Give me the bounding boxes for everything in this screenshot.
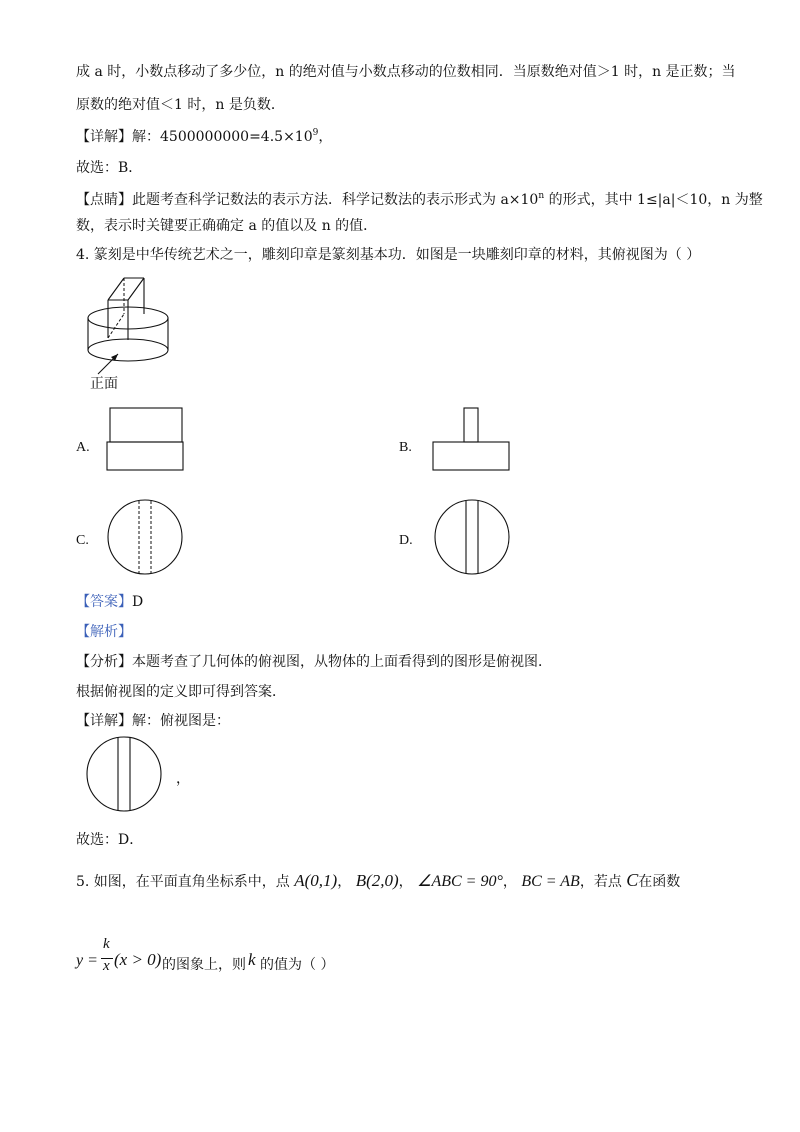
fn-numerator: k — [103, 936, 110, 952]
analysis-line — [76, 652, 552, 672]
stamp-figure — [80, 270, 180, 365]
exponent: 9 — [312, 128, 319, 138]
option-c-figure[interactable] — [105, 499, 185, 577]
fn-text: 的图象上，则 — [162, 957, 246, 973]
option-c-label[interactable]: C. — [76, 533, 89, 548]
fn-domain: (x > 0) — [114, 950, 162, 969]
fn-k: k — [248, 950, 256, 969]
answer-tag: 【答案】 — [76, 594, 132, 610]
option-d-figure[interactable] — [432, 499, 512, 577]
answer-choice-line: 故选：B． — [76, 160, 143, 176]
point-a: A(0,1) — [294, 871, 338, 890]
solution-tag: 【详解】 — [76, 713, 132, 729]
answer-line — [76, 592, 143, 612]
detail-body: 解：4500000000=4.5×10 — [132, 129, 313, 145]
option-a-label[interactable]: A. — [76, 440, 90, 455]
q5-end: 在函数 — [638, 874, 681, 890]
sep-2: ， — [398, 874, 413, 890]
comment-line — [76, 190, 763, 210]
figure-comma: ， — [176, 771, 190, 787]
front-label: 正面 — [90, 376, 118, 392]
sep-3: ， — [502, 874, 517, 890]
solution-line — [76, 711, 230, 731]
comment-tag: 【点睛】 — [76, 192, 132, 208]
option-a-figure[interactable] — [106, 406, 186, 472]
detail-comma: ， — [318, 129, 333, 145]
conclusion-line: 故选：D． — [76, 832, 144, 848]
solution-body: 解：俯视图是： — [132, 713, 230, 729]
text-line-2: 原数的绝对值＜1 时，n 是负数． — [76, 97, 285, 113]
point-c: C — [626, 870, 639, 890]
comment-body: 此题考查科学记数法的表示方法．科学记数法的表示形式为 a×10 — [132, 192, 539, 208]
option-d-label[interactable]: D. — [399, 533, 413, 548]
answer-value: D — [132, 594, 144, 610]
analysis-tag: 【解析】 — [76, 624, 132, 640]
analysis-body: 本题考查了几何体的俯视图，从物体的上面看得到的图形是俯视图． — [132, 654, 552, 670]
question-5 — [76, 870, 680, 892]
angle-condition: ∠ABC = 90° — [417, 873, 503, 890]
fn-denominator: x — [103, 958, 110, 974]
text-line-1: 成 a 时，小数点移动了多少位，n 的绝对值与小数点移动的位数相同．当原数绝对值＞1 时，n 是正数；当 — [76, 64, 736, 80]
equal-sides: BC = AB — [521, 873, 580, 890]
solution-top-view-figure — [84, 735, 164, 815]
q5-intro: 5. 如图，在平面直角坐标系中，点 — [76, 874, 290, 890]
point-b: B(2,0) — [355, 871, 399, 890]
detail-tag: 【详解】 — [76, 129, 132, 145]
analysis-subtag: 【分析】 — [76, 654, 132, 670]
question-4: 4. 篆刻是中华传统艺术之一，雕刻印章是篆刻基本功．如图是一块雕刻印章的材料，其俯视图为（ ） — [76, 247, 701, 263]
option-b-label[interactable]: B. — [399, 440, 412, 455]
exponent-n: n — [538, 191, 545, 201]
analysis-line-2: 根据俯视图的定义即可得到答案． — [76, 684, 286, 700]
sep-1: ， — [337, 874, 352, 890]
fn-end: 的值为（ ） — [260, 957, 335, 973]
detail-line — [76, 127, 332, 147]
fn-y: y = — [76, 952, 98, 969]
text-line-6: 数，表示时关键要正确确定 a 的值以及 n 的值． — [76, 218, 378, 234]
comment-body-end: 的形式，其中 1≤|a|＜10，n 为整 — [544, 192, 763, 208]
option-b-figure[interactable] — [430, 406, 512, 472]
q5-mid: ，若点 — [579, 874, 622, 890]
